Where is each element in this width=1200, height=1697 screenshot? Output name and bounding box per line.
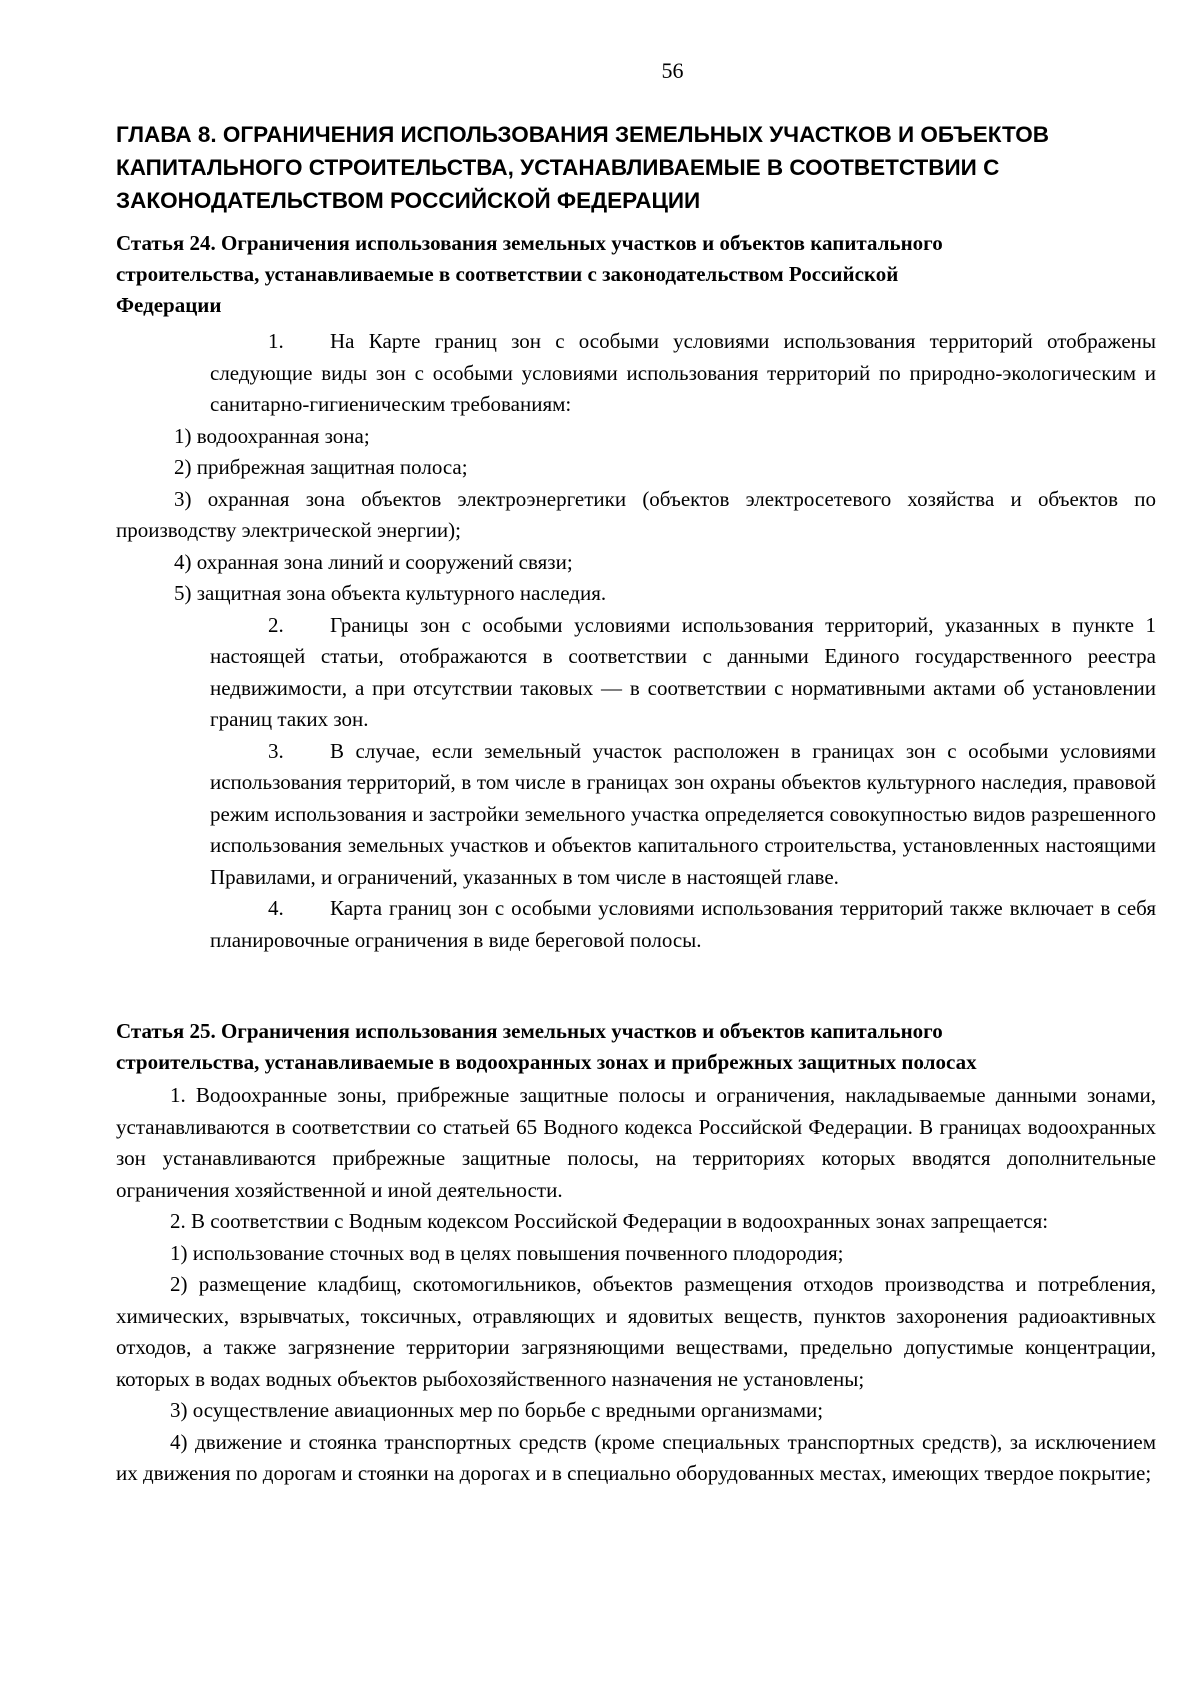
article-25-body	[116, 1080, 1156, 1490]
clause-number: 4.	[268, 896, 284, 920]
article-24-clause-1	[116, 326, 1156, 421]
article-24-clause-2	[116, 610, 1156, 736]
article-24-body	[116, 326, 1156, 956]
chapter-title-line: КАПИТАЛЬНОГО СТРОИТЕЛЬСТВА, УСТАНАВЛИВАЕМЫЕ В СООТВЕТСТВИИ С	[116, 155, 1000, 180]
article-title-line: строительства, устанавливаемые в соответствии с законодательством Российской	[116, 262, 899, 286]
article-25-clause-2: 2. В соответствии с Водным кодексом Российской Федерации в водоохранных зонах запрещается:	[170, 1209, 1049, 1233]
list-item: 4) движение и стоянка транспортных средств (кроме специальных транспортных средств), за исключением их движения по дорогам и стоянки на дорогах и в специально оборудованных местах, имеющих твердое покрытие;	[116, 1429, 1156, 1485]
clause-text: Границы зон с особыми условиями использования территорий, указанных в пункте 1 настоящей статьи, отображаются в соответствии с данными Единого государственного реестра недвижимости, а при отсутствии таковых — в соответствии с нормативными актами об установлении границ таких зон.	[210, 612, 1156, 731]
article-25-clause-1: 1. Водоохранные зоны, прибрежные защитные полосы и ограничения, накладываемые данными зонами, устанавливаются в соответствии со статьей 65 Водного кодекса Российской Федерации. В границах водоохранных зон устанавливаются прибрежные защитные полосы, на территориях которых вводятся дополнительные ограничения хозяйственной и иной деятельности.	[116, 1083, 1156, 1202]
list-item: 3) охранная зона объектов электроэнергетики (объектов электросетевого хозяйства и объектов по производству электрической энергии);	[116, 486, 1156, 542]
article-title-line: Федерации	[116, 293, 222, 317]
list-item: 3) осуществление авиационных мер по борьбе с вредными организмами;	[170, 1398, 824, 1422]
clause-text: Карта границ зон с особыми условиями использования территорий также включает в себя планировочные ограничения в виде береговой полосы.	[210, 896, 1156, 952]
list-item: 2) размещение кладбищ, скотомогильников, объектов размещения отходов производства и потребления, химических, взрывчатых, токсичных, отравляющих и ядовитых веществ, пунктов захоронения радиоактивных отходов, а также загрязнение территории загрязняющими веществами, предельно допустимые концентрации, которых в водах водных объектов рыбохозяйственного назначения не установлены;	[116, 1272, 1156, 1391]
list-item: 1) использование сточных вод в целях повышения почвенного плодородия;	[170, 1240, 844, 1265]
chapter-title-line: ГЛАВА 8. ОГРАНИЧЕНИЯ ИСПОЛЬЗОВАНИЯ ЗЕМЕЛЬНЫХ УЧАСТКОВ И ОБЪЕКТОВ	[116, 122, 1049, 147]
article-24-clause-3	[116, 736, 1156, 894]
list-item: 2) прибрежная защитная полоса;	[174, 455, 468, 479]
list-item: 1) водоохранная зона;	[174, 423, 370, 448]
clause-text: На Карте границ зон с особыми условиями использования территорий отображены следующие виды зон с особыми условиями использования территорий по природно-экологическим и санитарно-гигиеническим требованиям:	[210, 329, 1156, 416]
clause-text: В случае, если земельный участок расположен в границах зон с особыми условиями использования территорий, в том числе в границах зон охраны объектов культурного наследия, правовой режим использования и застройки земельного участка определяется совокупностью видов разрешенного использования земельных участков и объектов капитального строительства, установленных настоящими Правилами, и ограничений, указанных в том числе в настоящей главе.	[210, 738, 1156, 889]
clause-number: 2.	[268, 612, 284, 637]
article-25-title	[116, 1016, 1156, 1078]
list-item: 4) охранная зона линий и сооружений связи;	[174, 549, 573, 574]
clause-number: 1.	[268, 329, 284, 353]
article-title-line: Статья 25. Ограничения использования земельных участков и объектов капитального	[116, 1019, 943, 1043]
article-24-title	[116, 228, 1156, 321]
page-number: 56	[661, 58, 684, 83]
chapter-title	[116, 118, 1156, 217]
article-title-line: Статья 24. Ограничения использования земельных участков и объектов капитального	[116, 231, 943, 255]
list-item: 5) защитная зона объекта культурного наследия.	[174, 581, 607, 605]
article-title-line: строительства, устанавливаемые в водоохранных зонах и прибрежных защитных полосах	[116, 1050, 977, 1074]
clause-number: 3.	[268, 738, 284, 763]
chapter-title-line: ЗАКОНОДАТЕЛЬСТВОМ РОССИЙСКОЙ ФЕДЕРАЦИИ	[116, 188, 701, 213]
article-24-clause-4	[116, 893, 1156, 956]
